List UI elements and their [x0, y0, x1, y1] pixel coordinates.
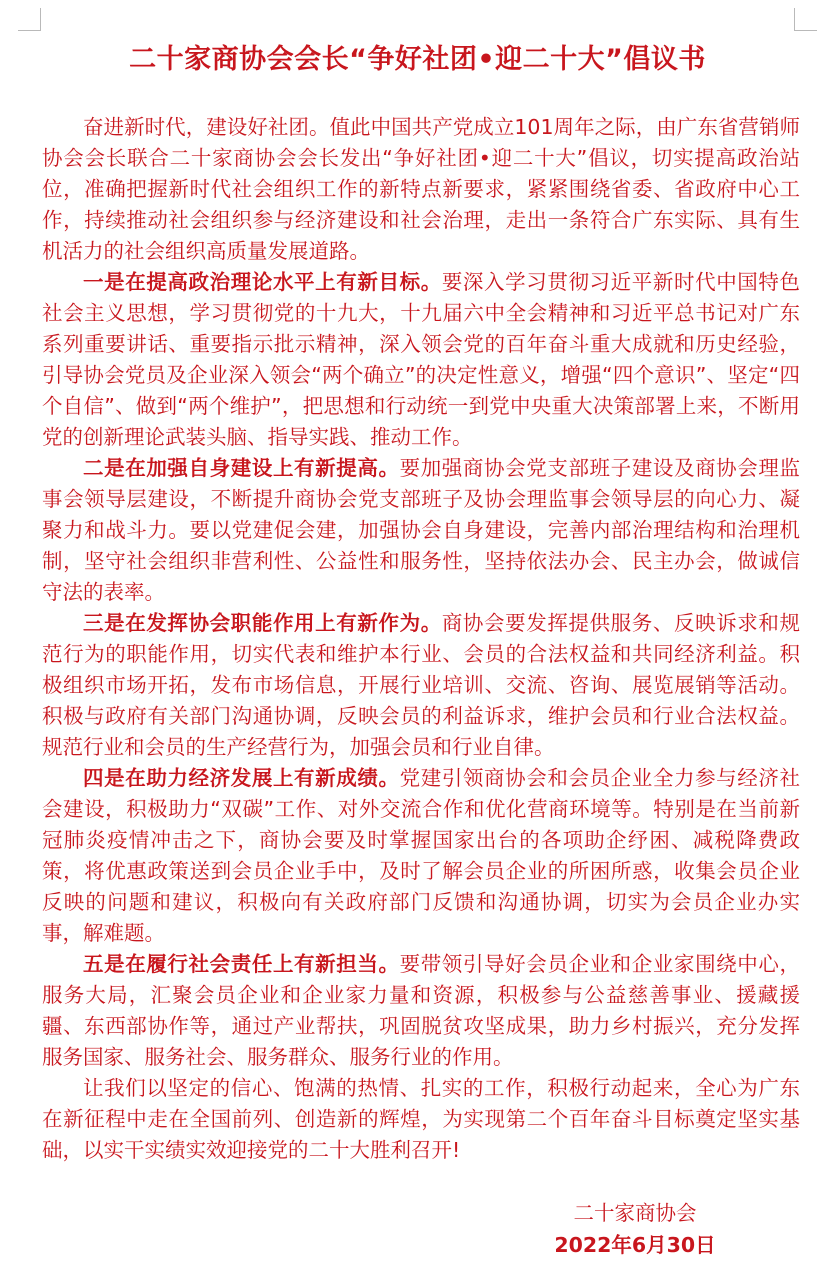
- section-lead-5: 五是在履行社会责任上有新担当。: [83, 952, 400, 976]
- page-corner-mark-top-right: [794, 8, 817, 31]
- section-lead-4: 四是在助力经济发展上有新成绩。: [83, 766, 400, 790]
- closing-paragraph: 让我们以坚定的信心、饱满的热情、扎实的工作，积极行动起来，全心为广东在新征程中走在全国前列、创造新的辉煌，为实现第二个百年奋斗目标奠定坚实基础，以实干实绩实效迎接党的二十大胜利召开!: [42, 1076, 800, 1162]
- page-corner-mark-top-left: [18, 8, 41, 31]
- signature-block: [545, 1197, 725, 1261]
- document-title: 二十家商协会会长“争好社团•迎二十大”倡议书: [129, 44, 706, 75]
- section-paragraph-2: [42, 453, 800, 608]
- document-body: [42, 112, 800, 1166]
- signature-date: 2022年6月30日: [554, 1233, 716, 1257]
- signature-organization: 二十家商协会: [573, 1201, 697, 1225]
- section-body-2: 要加强商协会党支部班子建设及商协会理监事会领导层建设，不断提升商协会党支部班子及协会理监事会领导层的向心力、凝聚力和战斗力。要以党建促会建，加强协会自身建设，完善内部治理结构和治理机制，坚守社会组织非营利性、公益性和服务性，坚持依法办会、民主办会，做诚信守法的表率。: [42, 456, 801, 604]
- section-lead-2: 二是在加强自身建设上有新提高。: [83, 456, 400, 480]
- section-paragraph-4: [42, 763, 800, 949]
- section-body-5: 要带领引导好会员企业和企业家围绕中心，服务大局，汇聚会员企业和企业家力量和资源，积极参与公益慈善事业、援藏援疆、东西部协作等，通过产业帮扶，巩固脱贫攻坚成果，助力乡村振兴，充分发挥服务国家、服务社会、服务群众、服务行业的作用。: [42, 952, 801, 1069]
- section-lead-1: 一是在提高政治理论水平上有新目标。: [83, 270, 442, 294]
- section-paragraph-3: [42, 608, 800, 763]
- section-paragraph-5: [42, 949, 800, 1073]
- section-body-4: 党建引领商协会和会员企业全力参与经济社会建设，积极助力“双碳”工作、对外交流合作和优化营商环境等。特别是在当前新冠肺炎疫情冲击之下，商协会要及时掌握国家出台的各项助企纾困、减税降费政策，将优惠政策送到会员企业手中，及时了解会员企业的所困所惑，收集会员企业反映的问题和建议，积极向有关政府部门反馈和沟通协调，切实为会员企业办实事，解难题。: [42, 766, 801, 945]
- section-body-1: 要深入学习贯彻习近平新时代中国特色社会主义思想，学习贯彻党的十九大，十九届六中全会精神和习近平总书记对广东系列重要讲话、重要指示批示精神，深入领会党的百年奋斗重大成就和历史经验，引导协会党员及企业深入领会“两个确立”的决定性意义，增强“四个意识”、坚定“四个自信”、做到“两个维护”，把思想和行动统一到党中央重大决策部署上来，不断用党的创新理论武装头脑、指导实践、推动工作。: [42, 270, 801, 449]
- section-paragraph-1: [42, 267, 800, 453]
- intro-paragraph: 奋进新时代，建设好社团。值此中国共产党成立101周年之际，由广东省营销师协会会长联合二十家商协会会长发出“争好社团•迎二十大”倡议，切实提高政治站位，准确把握新时代社会组织工作的新特点新要求，紧紧围绕省委、省政府中心工作，持续推动社会组织参与经济建设和社会治理，走出一条符合广东实际、具有生机活力的社会组织高质量发展道路。: [42, 115, 800, 263]
- section-body-3: 商协会要发挥提供服务、反映诉求和规范行为的职能作用，切实代表和维护本行业、会员的合法权益和共同经济利益。积极组织市场开拓，发布市场信息，开展行业培训、交流、咨询、展览展销等活动。积极与政府有关部门沟通协调，反映会员的利益诉求，维护会员和行业合法权益。规范行业和会员的生产经营行为，加强会员和行业自律。: [42, 611, 801, 759]
- section-lead-3: 三是在发挥协会职能作用上有新作为。: [83, 611, 442, 635]
